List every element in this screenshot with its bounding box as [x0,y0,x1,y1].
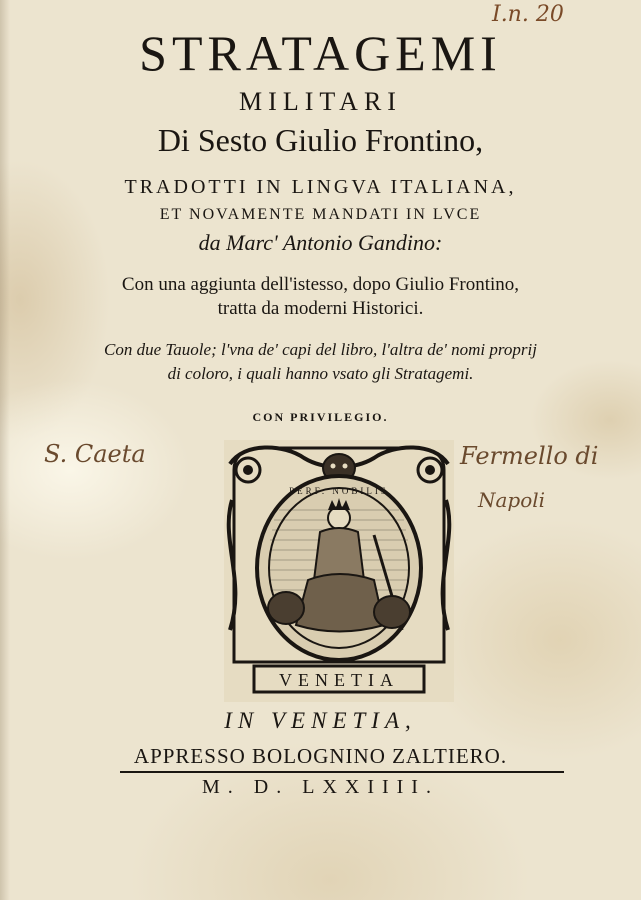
handwritten-annotation-left: S. Caeta [44,440,146,468]
imprint-rule [120,771,564,773]
imprint-place: IN VENETIA, [224,708,417,733]
handwritten-annotation-right: Fermello di [460,442,599,470]
author-line: Di Sesto Giulio Frontino, [157,122,484,158]
imprint-year: M. D. LXXIIII. [202,776,439,798]
translation-line: TRADOTTI IN LINGVA ITALIANA, [124,176,517,198]
imprint-printer: APPRESSO BOLOGNINO ZALTIERO. [133,744,508,768]
shelfmark-annotation: I.n. 20 [492,2,564,27]
printers-device-woodcut [224,440,454,702]
device-banner: VENETIA [279,670,399,690]
privilege-line: CON PRIVILEGIO. [252,410,389,424]
handwritten-annotation-right-2: Napoli [478,488,546,512]
translator-line: da Marc' Antonio Gandino: [198,230,443,255]
book-title: STRATAGEMI [139,25,502,81]
tables-line-1: Con due Tauole; l'vna de' capi del libro, l'altra de' nomi proprij [104,340,537,359]
device-motto: PERF. NOBILIS [289,486,389,496]
addition-line-1: Con una aggiunta dell'istesso, dopo Giulio Frontino, [121,274,520,295]
tables-line-2: di coloro, i quali hanno vsato gli Stratagemi. [167,364,474,383]
publication-line: ET NOVAMENTE MANDATI IN LVCE [159,206,482,223]
book-title-line2: MILITARI [239,87,402,116]
addition-line-2: tratta da moderni Historici. [217,298,424,319]
